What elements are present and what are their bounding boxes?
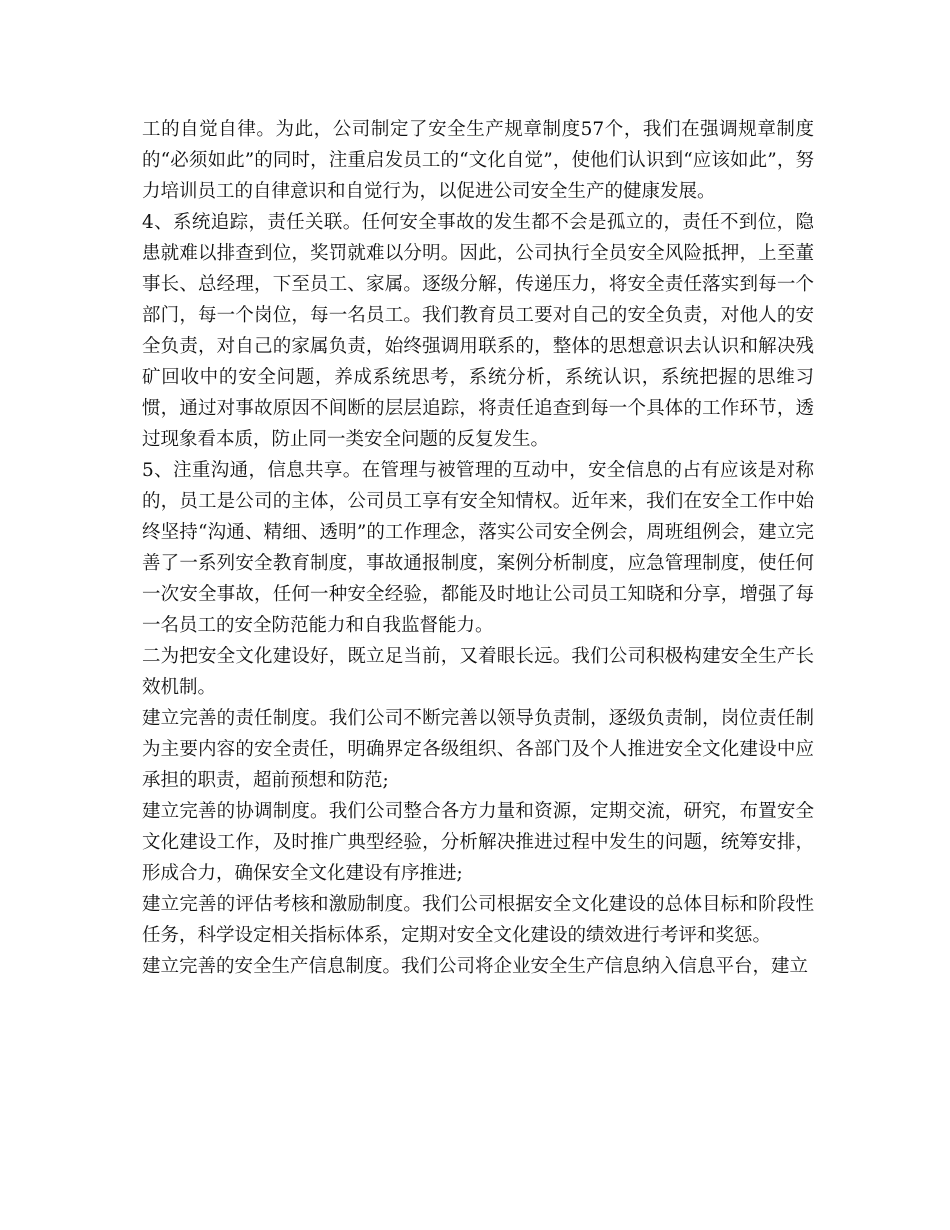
paragraph-communication: 5、注重沟通，信息共享。在管理与被管理的互动中，安全信息的占有应该是对称的，员工是公司的主体，公司员工享有安全知情权。近年来，我们在安全工作中始终坚持“沟通、精细、透明”的工作理念，落实公司安全例会，周班组例会，建立完善了一系列安全教育制度，事故通报制度，案例分析制度，应急管理制度，使任何一次安全事故，任何一种安全经验，都能及时地让公司员工知晓和分享，增强了每一名员工的安全防范能力和自我监督能力。 bbox=[142, 460, 814, 636]
paragraph-information-system: 建立完善的安全生产信息制度。我们公司将企业安全生产信息纳入信息平台，建立 bbox=[142, 956, 809, 977]
document-body bbox=[142, 114, 814, 982]
paragraph-evaluation-system: 建立完善的评估考核和激励制度。我们公司根据安全文化建设的总体目标和阶段性任务，科学设定相关指标体系，定期对安全文化建设的绩效进行考评和奖惩。 bbox=[142, 894, 814, 946]
paragraph-responsibility-system: 建立完善的责任制度。我们公司不断完善以领导负责制，逐级负责制，岗位责任制为主要内容的安全责任，明确界定各级组织、各部门及个人推进安全文化建设中应承担的职责，超前预想和防范; bbox=[142, 708, 814, 791]
paragraph-coordination-system: 建立完善的协调制度。我们公司整合各方力量和资源，定期交流，研究，布置安全文化建设工作，及时推广典型经验，分析解决推进过程中发生的问题，统筹安排，形成合力，确保安全文化建设有序推进; bbox=[142, 801, 814, 884]
paragraph-long-term-mechanism: 二为把安全文化建设好，既立足当前，又着眼长远。我们公司积极构建安全生产长效机制。 bbox=[142, 646, 814, 698]
paragraph-self-discipline: 工的自觉自律。为此，公司制定了安全生产规章制度57个，我们在强调规章制度的“必须如此”的同时，注重启发员工的“文化自觉”，使他们认识到“应该如此”，努力培训员工的自律意识和自觉行为，以促进公司安全生产的健康发展。 bbox=[142, 119, 814, 202]
paragraph-system-tracking: 4、系统追踪，责任关联。任何安全事故的发生都不会是孤立的，责任不到位，隐患就难以排查到位，奖罚就难以分明。因此，公司执行全员安全风险抵押，上至董事长、总经理，下至员工、家属。逐级分解，传递压力，将安全责任落实到每一个部门，每一个岗位，每一名员工。我们教育员工要对自己的安全负责，对他人的安全负责，对自己的家属负责，始终强调用联系的，整体的思想意识去认识和解决残矿回收中的安全问题，养成系统思考，系统分析，系统认识，系统把握的思维习惯，通过对事故原因不间断的层层追踪，将责任追查到每一个具体的工作环节，透过现象看本质，防止同一类安全问题的反复发生。 bbox=[142, 212, 814, 450]
